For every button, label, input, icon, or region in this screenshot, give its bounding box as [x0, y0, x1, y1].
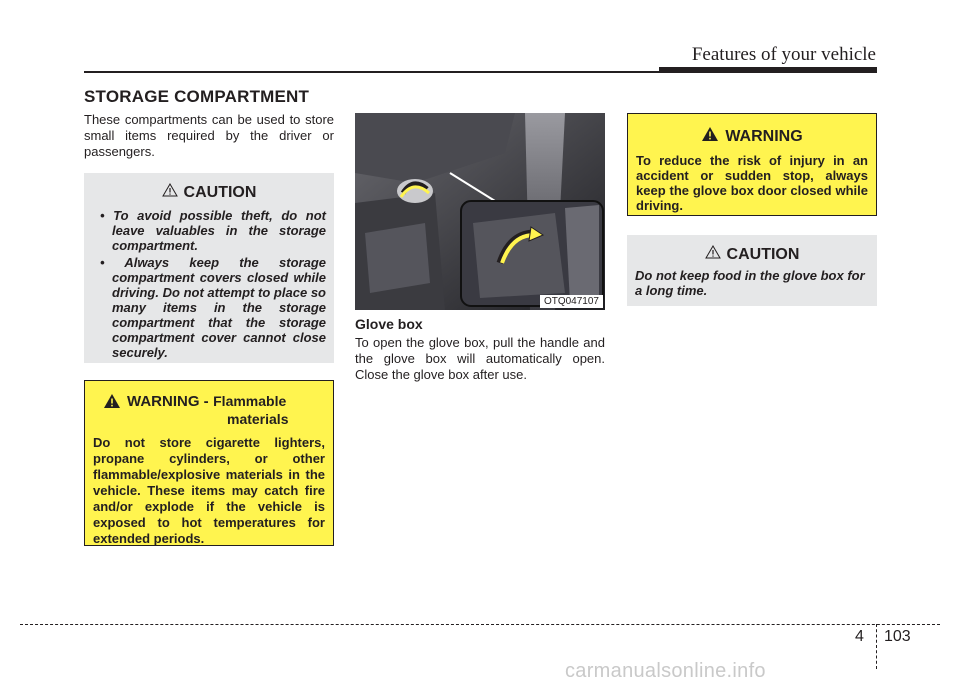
- warning-body: Do not store cigarette lighters, propane cylinders, or other flammable/explosive materials in the vehicle. These items may catch fire and/or explode if the vehicle is exposed to hot temperatures for extended periods.: [93, 435, 325, 546]
- page-number: 103: [884, 628, 911, 645]
- watermark: carmanualsonline.info: [565, 660, 766, 682]
- caution-title: CAUTION: [726, 245, 800, 263]
- photo-code: OTQ047107: [540, 295, 603, 308]
- caution-triangle-icon: [162, 183, 178, 202]
- glove-box-body: To open the glove box, pull the handle and the glove box will automatically open. Close the glove box after use.: [355, 335, 605, 382]
- warning-box-flammable: [84, 380, 334, 546]
- warning-title: WARNING: [725, 127, 803, 145]
- header-rule-thick: [659, 67, 877, 73]
- caution-triangle-icon: [705, 245, 721, 264]
- warning-heading: [636, 126, 868, 147]
- caution-item: • Always keep the storage compartment covers closed while driving. Do not attempt to place so many items in the storage compartment that the storage compartment cover cannot close securely.: [100, 255, 326, 360]
- footer-divider: [876, 624, 877, 669]
- caution-box-storage: [84, 173, 334, 363]
- warning-subtitle-1: Flammable: [213, 393, 287, 409]
- header-title: Features of your vehicle: [691, 44, 876, 65]
- warning-triangle-icon: [103, 393, 121, 414]
- warning-title: WARNING -: [127, 393, 209, 410]
- glove-box-title: Glove box: [355, 316, 423, 332]
- warning-box-glove: [627, 113, 877, 216]
- caution-heading: [92, 183, 326, 202]
- caution-box-food: [627, 235, 877, 306]
- intro-text: These compartments can be used to store small items required by the driver or passengers.: [84, 112, 334, 159]
- caution-title: CAUTION: [183, 183, 257, 201]
- warning-heading: [93, 393, 325, 427]
- header-rule: [84, 71, 659, 73]
- warning-subtitle-2: materials: [227, 411, 289, 427]
- glove-box-photo: [355, 113, 605, 310]
- warning-triangle-icon: [701, 126, 719, 147]
- caution-item: • To avoid possible theft, do not leave valuables in the storage compartment.: [100, 208, 326, 253]
- caution-body: Do not keep food in the glove box for a long time.: [635, 268, 865, 298]
- footer-rule: [20, 624, 940, 625]
- warning-body: To reduce the risk of injury in an accident or sudden stop, always keep the glove box door closed while driving.: [636, 153, 868, 213]
- page-chapter: 4: [855, 628, 864, 645]
- caution-heading: [635, 245, 869, 264]
- section-title: STORAGE COMPARTMENT: [84, 87, 310, 106]
